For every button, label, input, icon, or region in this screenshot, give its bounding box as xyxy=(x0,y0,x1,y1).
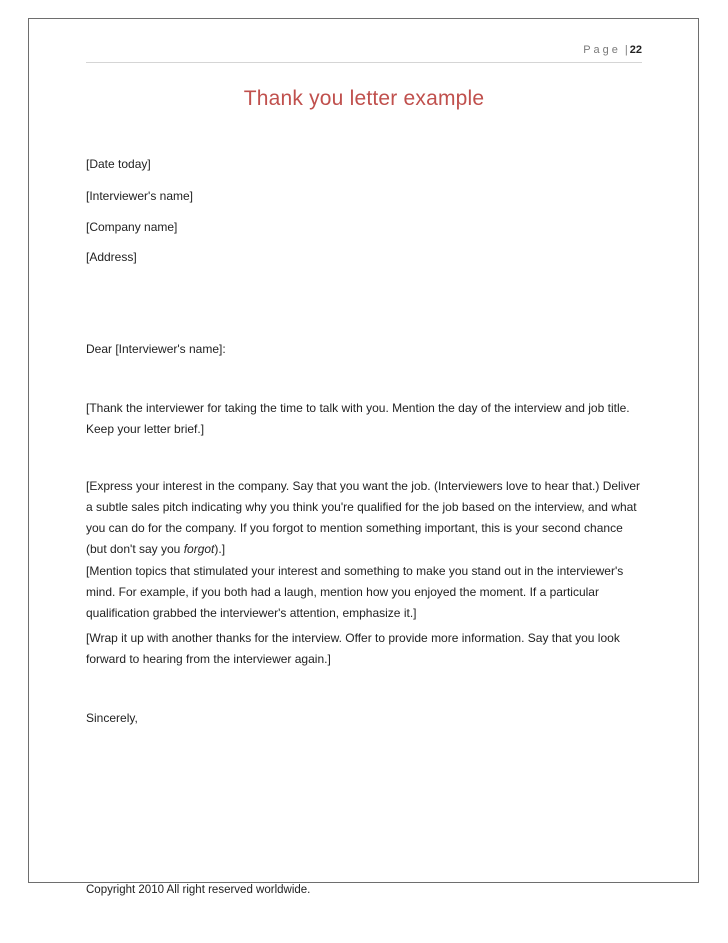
page-border xyxy=(28,18,699,883)
body-paragraph-2 xyxy=(86,476,646,560)
header-rule xyxy=(86,62,642,63)
salutation: Dear [Interviewer's name]: xyxy=(86,342,226,356)
page-number: 22 xyxy=(629,44,642,56)
date-line: [Date today] xyxy=(86,157,151,171)
page-label: Page xyxy=(583,44,621,56)
body-paragraph-2-end: ).] xyxy=(214,542,226,556)
closing: Sincerely, xyxy=(86,711,138,725)
body-paragraph-2-text: [Express your interest in the company. Say that you want the job. (Interviewers love to hear that.) Deliver a subtle sales pitch indicating why you think you're qualified for the job based on the interview, and what you can do for the company. If you forgot to mention something important, this is your second chance (but don't say you xyxy=(86,479,641,556)
document-title: Thank you letter example xyxy=(243,87,485,110)
body-paragraph-2-italic: forgot xyxy=(183,542,215,556)
body-paragraph-4: [Wrap it up with another thanks for the interview. Offer to provide more information. Say that you look forward to hearing from the interviewer again.] xyxy=(86,631,620,666)
body-paragraph-1: [Thank the interviewer for taking the time to talk with you. Mention the day of the interview and job title. Keep your letter brief.] xyxy=(86,401,630,436)
footer-copyright: Copyright 2010 All right reserved worldwide. xyxy=(86,884,311,896)
page-header xyxy=(86,44,642,56)
interviewer-name-line: [Interviewer's name] xyxy=(86,189,193,203)
address-line: [Address] xyxy=(86,250,137,264)
body-paragraph-3: [Mention topics that stimulated your interest and something to make you stand out in the interviewer's mind. For example, if you both had a laugh, mention how you enjoyed the moment. If a particular qualification grabbed the interviewer's attention, emphasize it.] xyxy=(86,564,624,620)
company-name-line: [Company name] xyxy=(86,220,178,234)
page-separator: | xyxy=(624,44,628,56)
